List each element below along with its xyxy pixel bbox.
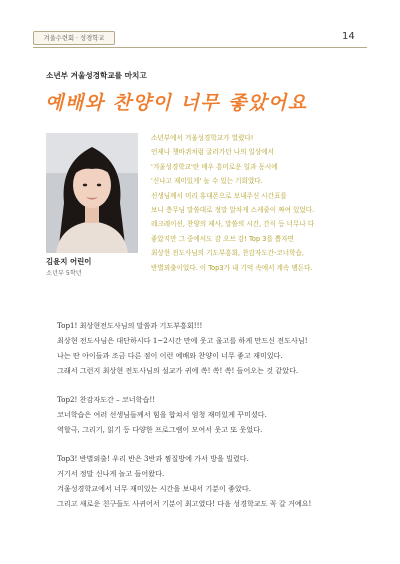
portrait-photo: [46, 133, 138, 253]
intro-line: 보니 층무님 말씀대로 정말 알차게 스케줄이 짜여 있었다.: [151, 206, 315, 215]
body-line: 최상현 전도사님은 대단하시다 1~2시간 만에 웃고 울고를 하게 만드신 전도사님!: [57, 336, 308, 345]
body-line: Top3! 반별외출! 우리 반은 3반과 찜질방에 가서 방을 빌렸다.: [57, 454, 249, 463]
intro-line: '겨울성경학교'란 매우 흥미로운 일과 동시에: [151, 162, 278, 171]
student-grade: 소년부 5학년: [46, 270, 82, 277]
page-number: 14: [342, 31, 355, 42]
body-line: 코너학습은 여러 선생님들께서 힘을 합쳐서 엄청 재미있게 꾸미셨다.: [57, 410, 267, 419]
article-headline: 예배와 찬양이 너무 좋았어요: [45, 92, 308, 114]
intro-line: 선생님께서 미리 휴대폰으로 보내주신 시간표를: [151, 191, 287, 200]
intro-line: '신나고 재미있게' 놀 수 있는 기회였다.: [151, 177, 263, 186]
intro-line: 반별외출이었다. 이 Top3가 내 기억 속에서 계속 맴돈다.: [151, 263, 313, 272]
body-line: Top2! 찬감자도간 – 코너학습!!: [57, 395, 156, 404]
portrait-image: [46, 133, 138, 253]
intro-line: 최상현 전도사님의 기도부흥회, 찬감자도간-코너학습,: [151, 249, 304, 258]
body-line: 그래서 그런지 최상현 전도사님의 설교가 귀에 쏙! 쏙! 쏙! 들어오는 것 같았다.: [57, 366, 299, 375]
section-label: 겨울수련회 · 성경학교: [33, 31, 115, 45]
header-divider: [33, 47, 367, 48]
top1-paragraph: [57, 318, 367, 378]
intro-line: 레크레이션, 찬양의 제사, 말씀의 시간, 간식 등 너무나 다: [151, 220, 315, 229]
body-line: 겨울성경학교에서 너무 재미있는 시간을 보내서 기분이 좋았다.: [57, 484, 251, 493]
intro-line: 좋았지만 그 중에서도 감 오브 감! Top 3를 뽑자면: [151, 234, 295, 243]
body-line: 거기서 정말 신나게 놀고 들어왔다.: [57, 469, 165, 478]
body-line: 그리고 새로운 친구들도 사귀어서 기분이 최고였다! 다음 성경학교도 꼭 갈 거예요!: [57, 499, 312, 508]
intro-line: 소년부에서 겨울성경학교가 열렸다!: [151, 134, 254, 142]
intro-line: 언제나 챗바퀴처럼 굴러가던 나의 일상에서: [151, 148, 275, 157]
top3-paragraph: [57, 451, 367, 511]
body-line: 나는 딴 아이들과 조금 다른 점이 이런 예배와 찬양이 너무 좋고 재미있다.: [57, 351, 283, 360]
article-body: [57, 318, 367, 511]
article-subtitle: 소년부 겨울성경학교를 마치고: [46, 71, 147, 80]
top2-paragraph: [57, 392, 367, 437]
body-line: Top1! 최상현전도사님의 말씀과 기도부흥회!!!: [57, 321, 203, 330]
student-name: 김윤지 어린이: [46, 257, 92, 266]
intro-paragraph: [151, 131, 361, 275]
body-line: 역할극, 그리기, 읽기 등 다양한 프로그램이 모여서 웃고 또 웃었다.: [57, 425, 263, 434]
